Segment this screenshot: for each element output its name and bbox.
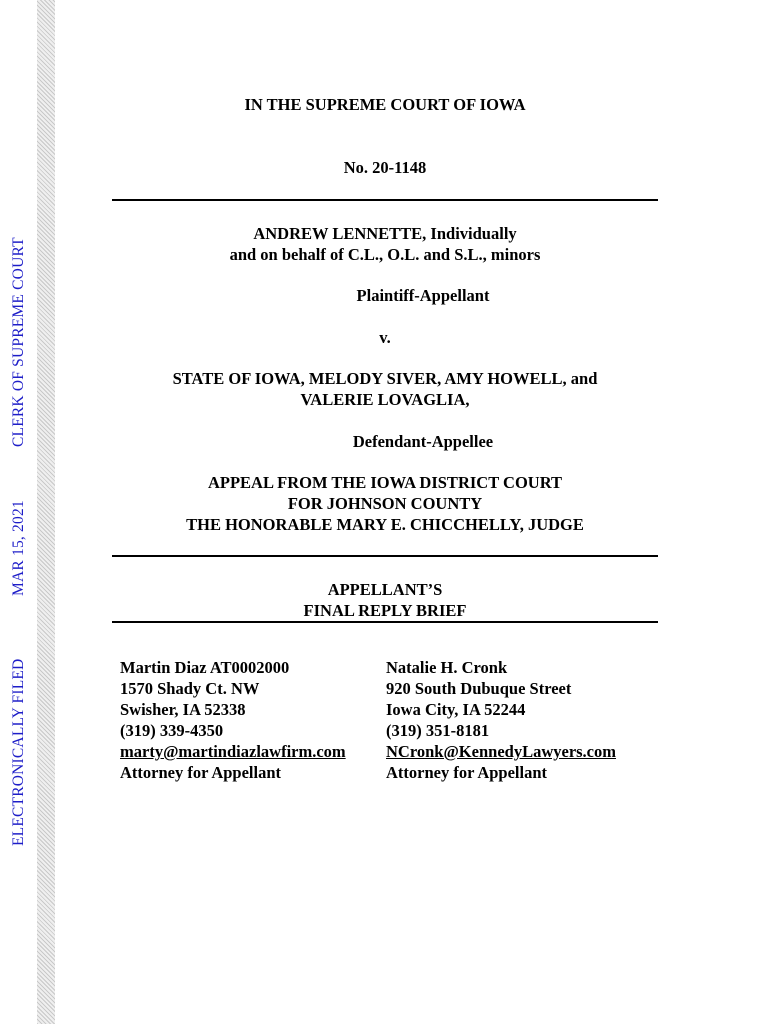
attorney-block-left xyxy=(120,657,346,783)
stamp-date-text: MAR 15, 2021 xyxy=(10,500,27,596)
attorney-name: Natalie H. Cronk xyxy=(386,658,508,677)
appeal-line-2: FOR JOHNSON COUNTY xyxy=(287,494,483,513)
brief-title-1: APPELLANT’S xyxy=(327,580,443,599)
attorney-name: Martin Diaz AT0002000 xyxy=(120,658,290,677)
defendant-line-1: STATE OF IOWA, MELODY SIVER, AMY HOWELL, and xyxy=(172,369,598,388)
case-number: No. 20-1148 xyxy=(343,158,427,177)
attorney-block-right xyxy=(386,657,616,783)
attorney-email-link[interactable]: NCronk@KennedyLawyers.com xyxy=(386,742,617,761)
defendant-line-2: VALERIE LOVAGLIA, xyxy=(300,390,470,409)
attorney-role: Attorney for Appellant xyxy=(120,763,282,782)
attorney-city: Iowa City, IA 52244 xyxy=(386,700,526,719)
appeal-line-1: APPEAL FROM THE IOWA DISTRICT COURT xyxy=(207,473,563,492)
plaintiff-role: Plaintiff-Appellant xyxy=(356,286,490,305)
versus: v. xyxy=(379,328,391,347)
stamp-clerk-text: CLERK OF SUPREME COURT xyxy=(10,237,27,447)
court-heading: IN THE SUPREME COURT OF IOWA xyxy=(244,95,526,114)
attorney-role: Attorney for Appellant xyxy=(386,763,548,782)
attorney-phone: (319) 351-8181 xyxy=(386,721,490,740)
attorney-phone: (319) 339-4350 xyxy=(120,721,224,740)
plaintiff-line-2: and on behalf of C.L., O.L. and S.L., minors xyxy=(229,245,541,264)
plaintiff-line-1: ANDREW LENNETTE, Individually xyxy=(253,224,517,243)
attorney-street: 1570 Shady Ct. NW xyxy=(120,679,260,698)
margin-stripe xyxy=(37,0,55,1024)
attorney-street: 920 South Dubuque Street xyxy=(386,679,572,698)
stamp-filed-text: ELECTRONICALLY FILED xyxy=(10,658,27,846)
appeal-line-3: THE HONORABLE MARY E. CHICCHELLY, JUDGE xyxy=(186,515,584,534)
attorney-city: Swisher, IA 52338 xyxy=(120,700,246,719)
brief-title-2: FINAL REPLY BRIEF xyxy=(303,601,467,620)
divider-bottom xyxy=(112,621,658,623)
attorney-email-link[interactable]: marty@martindiazlawfirm.com xyxy=(120,742,346,761)
divider-middle xyxy=(112,555,658,557)
divider-top xyxy=(112,199,658,201)
filing-stamp xyxy=(0,0,36,1024)
defendant-role: Defendant-Appellee xyxy=(352,432,494,451)
